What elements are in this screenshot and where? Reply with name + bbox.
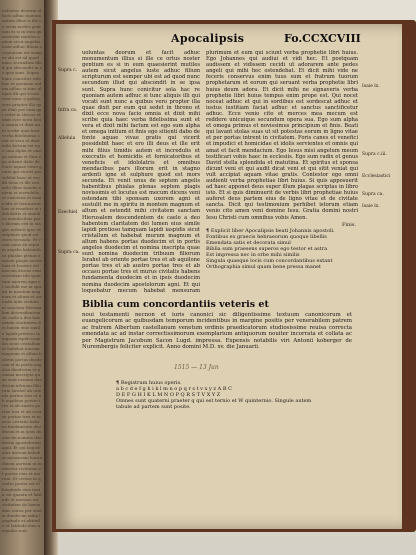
facing-page-text: uoluntas deorum et facit adhuc monumentum illius si ille ce ortus noster gentium es si in eum quaesierint mutiles autem sicut angelus iuste adhuc filium scripturum est semper ubi est ad quod nunc secundum illud qui abscondit in se ipsa sunt. Supra hunc conicitur sola hac re quoniam autem adhuc si tunc aliquis illi qui vocati sunt nunc a quibus vero propter illa quae dixit per eum qui sedet in throno et dixit ecce nova facio omnia et dixit mihi scribe quia haec verba fidelissima sunt et vera et dixit mihi factum est ego sum alpha et omega initium et finis ego sitienti dabo de fonte aquae vivae gratis qui vicerit possidebit haec et ero illi deus et ille erit mihi filius timidis autem et incredulis et execratis et homicidis et fornicatoribus et veneficis et idololatris et omnibus mendacibus pars illorum erit in stagno ardenti igne et sulphure quod est mors secunda. Et venit unus de septem angelis habentibus phialas plenas septem plagis novissimis et locutus est mecum dicens veni ostendam tibi sponsam uxorem agni et sustulit me in spiritu in montem magnum et altum et ostendit mihi civitatem sanctam Hierusalem descendentem de caelo a deo habentem claritatem dei lumen eius simile lapidi pretioso tamquam lapidi iaspidis sicut cristallum et habebat murum magnum et altum habens portas duodecim et in portis angelos duodecim et nomina inscripta quae sunt nomina duodecim tribuum filiorum Israhel ab oriente portae tres et ab aquilone portae tres et ab austro portae tres et ab occasu portae tres et murus civitatis habens fundamenta duodecim et in ipsis duodecim nomina duodecim apostolorum agni. Et qui loquebatur mecum habebat mensuram harundinem auream ut metiretur civitatem et portas eius et murum. Et civitas in quadro posita est et longitudo eius tanta est quanta et latitudo et mensus est civitatem de harundine aurea per stadia duodecim milia longitudo et altitudo et latitudo eius aequalia sunt. [2,8,43,534]
colophon-verse: Orthographia simul quam bene pressa manet [206,264,322,270]
registrum-line: Omnes sunt quaterni praeter q qui est ternio et W quinternio. Singule autem tabule ad partem sunt posite. [116,398,312,410]
margin-note: Supra ca. [362,192,384,197]
margin-note: Isaie lx. [362,204,380,209]
text-column-left: uoluntas deorum et facit adhuc monumentum illius si ille ce ortus noster gentium es si in eum quaesierint mutiles autem sicut angelus iuste adhuc filium scripturum est semper ubi est ad quod nunc secundum illud qui abscondit in se ipsa sunt. Supra hunc conicitur sola hac re quoniam autem adhuc si tunc aliquis illi qui vocati sunt nunc a quibus vero propter illa quae dixit per eum qui sedet in throno et dixit ecce nova facio omnia et dixit mihi scribe quia haec verba fidelissima sunt et vera et dixit mihi factum est ego sum alpha et omega initium et finis ego sitienti dabo de fonte aquae vivae gratis qui vicerit possidebit haec et ero illi deus et ille erit mihi filius timidis autem et incredulis et execratis et homicidis et fornicatoribus et veneficis et idololatris et omnibus mendacibus pars illorum erit in stagno ardenti igne et sulphure quod est mors secunda. Et venit unus de septem angelis habentibus phialas plenas septem plagis novissimis et locutus est mecum dicens veni ostendam tibi sponsam uxorem agni et sustulit me in spiritu in montem magnum et altum et ostendit mihi civitatem sanctam Hierusalem descendentem de caelo a deo habentem claritatem dei lumen eius simile lapidi pretioso tamquam lapidi iaspidis sicut cristallum et habebat murum magnum et altum habens portas duodecim et in portis angelos duodecim et nomina inscripta quae sunt nomina duodecim tribuum filiorum Israhel ab oriente portae tres et ab aquilone portae tres et ab austro portae tres et ab occasu portae tres et murus civitatis habens fundamenta duodecim et in ipsis duodecim nomina duodecim apostolorum agni. Et qui loquebatur mecum habebat mensuram [82,50,200,294]
colophon [206,222,356,270]
incipit-heading: Biblia cum concordantiis veteris et [82,299,269,310]
registrum [116,380,316,410]
colophon-verse: Est impressa nec in orbe mihi similis [206,252,300,258]
text-column-right: plurimum et eum qui sciunt verba prophetie libri huius. Ego Johannes qui audiui et vidi hec. Et postquam audissem et vidissem cecidi ut adorarem ante pedes angeli qui mihi hec ostendebat. Et dicit mihi vide ne feceris conservus enim tuus sum et fratrum tuorum prophetarum et eorum qui seruant verba prophetie libri huius deum adora. Et dicit mihi ne signaveris verba prophetie libri huius tempus enim prope est. Qui nocet noceat adhuc et qui in sordibus est sordescat adhuc et iustus iustitiam faciat adhuc et sanctus sanctificetur adhuc. Ecce venio cito et merces mea mecum est reddere unicuique secundum opera sua. Ego sum alpha et omega primus et novissimus principium et finis. Beati qui lavant stolas suas ut sit potestas eorum in ligno vitae et per portas intrent in civitatem. Foris canes et venefici et impudici et homicidae et idolis servientes et omnis qui amat et facit mendacium. Ego Iesus misi angelum meum testificari vobis haec in ecclesiis. Ego sum radix et genus David stella splendida et matutina. Et spiritus et sponsa dicunt veni et qui audit dicat veni et qui sitit veniat qui vult accipiat aquam vitae gratis. Contestor ego omni audienti verba prophetiae libri huius. Si quis apposuerit ad haec apponet deus super illum plagas scriptas in libro isto. Et si quis diminuerit de verbis libri prophetiae huius auferet deus partem eius de ligno vitae et de civitate sancta. Dicit qui testimonium perhibet istorum etiam venio cito amen veni domine Iesu. Gratia domini nostri Iesu Christi cum omnibus vobis Amen. [206,50,358,220]
folio-number: Fo.CCXCVIII [284,32,361,45]
margin-note: Isaie lx. [362,84,380,89]
incipit-body: noui testamenti necnon et iuris canonici sic diligentissime textuum canonicorum et euangelicorum ac quibusdam temporum incidentibus in margine positis per venerabilem patrem ac fratrem Albertum castellanum venetum ordinis praedicatorum studiosissime reuisa correcta emendata ac ad instar correctissimorum exemplarium antiquorum nouiter incorrata et collata ac per Magistrum Jacobum Sacon Lugd. impressa. Expensis notabilis viri Antonii koberger de Nurembergis feliciter explicit. Anno domini M.D. xv. die Januarii. [82,312,352,351]
margin-note: Supra c.iii. [362,152,387,157]
registrum-line: a b c d e f g h i k l m n o p q r s t v x y z A B C [116,386,232,392]
margin-note: Ezechiel [58,210,78,215]
pilcrow-icon: ¶ [116,380,121,386]
incipit-block [82,300,352,350]
margin-note: Supra ca. [58,250,80,255]
registrum-heading: ¶ Registrum huius operis. [116,380,182,386]
colophon-verse: Emendata satis et decorata simul [206,240,291,246]
finis: Finis. [341,222,356,228]
margin-note: Supra c. [58,68,78,73]
colophon-verse: Biblia sum praesens superos ego testor et astra [206,246,328,252]
explicit-line: ¶ Explicit liber Apocalipsis beati Johannis apostoli. [206,228,335,234]
margin-note: Infra ca. [58,108,78,113]
margin-note: Alleluia [58,136,76,141]
pilcrow-icon: ¶ [206,228,211,234]
running-head: Apocalipsis [171,32,245,45]
margin-note: Ecclesiastici [362,174,391,179]
colophon-verse: Singula quaeque locis cum concordantibus extant [206,258,333,264]
registrum-line: D E F G H I K L M N O P Q R S T V X Y Z [116,392,221,398]
book-page [56,24,402,529]
handwritten-annotation: 1515 — 13 Jun [174,364,219,371]
colophon-verse: Fontibus ex graecis hebraeorum quoque libellis [206,234,327,240]
